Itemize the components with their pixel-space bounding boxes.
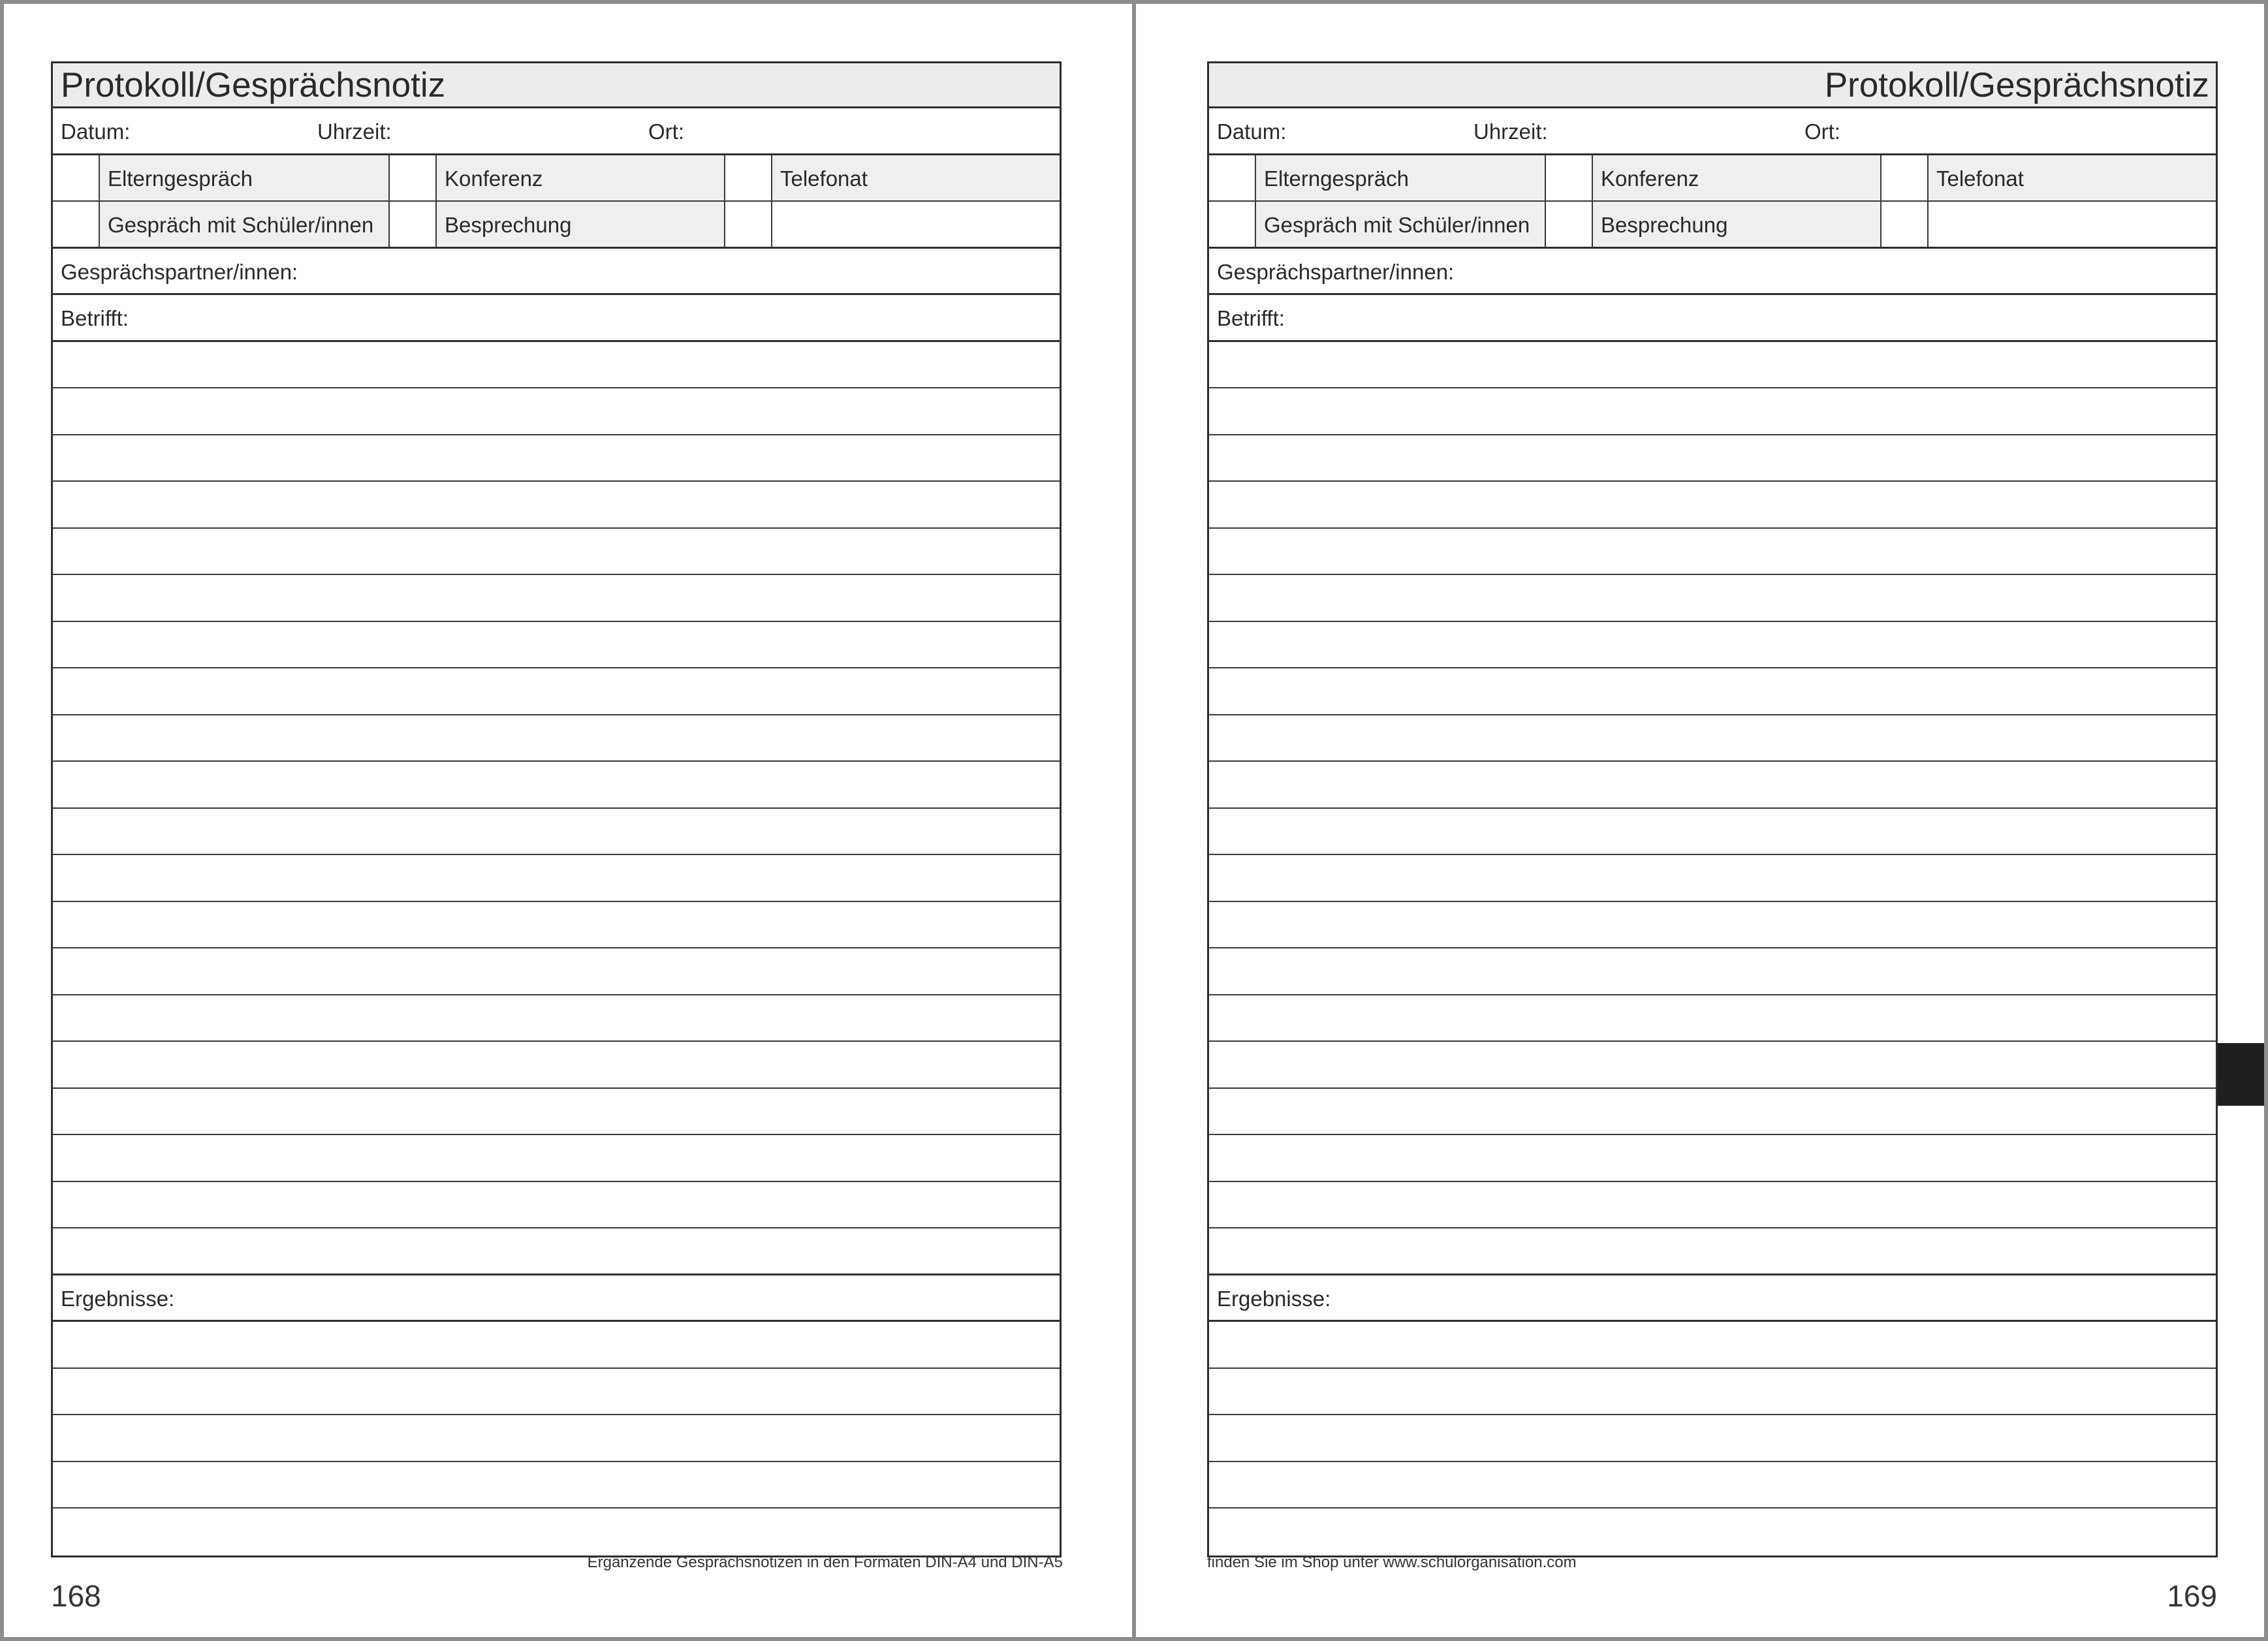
writing-line[interactable] (53, 1135, 1060, 1182)
writing-line[interactable] (1209, 435, 2216, 482)
checkbox-gespraech-schueler[interactable] (1209, 202, 1256, 247)
subject-row[interactable] (1209, 295, 2216, 342)
place-label: Ort: (1804, 119, 1840, 144)
options-row-2 (1209, 202, 2216, 249)
writing-line[interactable] (53, 435, 1060, 482)
meta-row (53, 108, 1060, 155)
writing-line[interactable] (53, 529, 1060, 576)
writing-line[interactable] (53, 1462, 1060, 1509)
subject-row[interactable] (53, 295, 1060, 342)
checkbox-blank[interactable] (1882, 202, 1929, 247)
protocol-form (51, 61, 1062, 1557)
writing-line[interactable] (53, 1042, 1060, 1089)
option-label: Elterngespräch (1256, 155, 1546, 201)
options-row-2 (53, 202, 1060, 249)
writing-line[interactable] (53, 1089, 1060, 1136)
options-row-1 (1209, 155, 2216, 202)
form-title-row (1209, 63, 2216, 108)
writing-line[interactable] (53, 1415, 1060, 1462)
option-label: Elterngespräch (100, 155, 390, 201)
writing-line[interactable] (1209, 575, 2216, 622)
results-area[interactable] (53, 1322, 1060, 1555)
results-area[interactable] (1209, 1322, 2216, 1555)
writing-line[interactable] (53, 388, 1060, 435)
writing-line[interactable] (1209, 995, 2216, 1042)
writing-line[interactable] (53, 622, 1060, 669)
checkbox-konferenz[interactable] (1546, 155, 1593, 201)
option-label: Telefonat (772, 155, 1060, 201)
writing-line[interactable] (1209, 855, 2216, 902)
partners-label: Gesprächspartner/innen: (61, 259, 298, 284)
writing-line[interactable] (1209, 1182, 2216, 1229)
writing-line[interactable] (1209, 388, 2216, 435)
writing-line[interactable] (53, 762, 1060, 809)
footnote: Ergänzende Gesprächsnotizen in den Formaten DIN-A4 und DIN-A5 (587, 1554, 1063, 1571)
checkbox-konferenz[interactable] (390, 155, 437, 201)
writing-line[interactable] (1209, 902, 2216, 949)
form-title: Protokoll/Gesprächsnotiz (61, 66, 446, 104)
writing-line[interactable] (53, 1182, 1060, 1229)
writing-line[interactable] (1209, 1415, 2216, 1462)
writing-line[interactable] (53, 1228, 1060, 1275)
writing-line[interactable] (1209, 948, 2216, 995)
writing-line[interactable] (53, 342, 1060, 389)
option-label: Konferenz (437, 155, 725, 201)
writing-line[interactable] (53, 809, 1060, 856)
date-label: Datum: (61, 119, 131, 144)
subject-label: Betrifft: (61, 306, 129, 330)
writing-line[interactable] (53, 855, 1060, 902)
checkbox-blank[interactable] (725, 202, 772, 247)
checkbox-besprechung[interactable] (390, 202, 437, 247)
writing-line[interactable] (1209, 1228, 2216, 1275)
option-label: Besprechung (437, 202, 725, 247)
writing-line[interactable] (1209, 715, 2216, 762)
options-row-1 (53, 155, 1060, 202)
notes-area[interactable] (1209, 342, 2216, 1275)
meta-row (1209, 108, 2216, 155)
checkbox-elterngespraech[interactable] (53, 155, 100, 201)
results-label: Ergebnisse: (61, 1286, 175, 1311)
writing-line[interactable] (1209, 809, 2216, 856)
writing-line[interactable] (53, 482, 1060, 529)
writing-line[interactable] (53, 1508, 1060, 1555)
writing-line[interactable] (1209, 762, 2216, 809)
option-label: Telefonat (1929, 155, 2216, 201)
form-title-row (53, 63, 1060, 108)
writing-line[interactable] (53, 995, 1060, 1042)
option-label: Besprechung (1593, 202, 1882, 247)
writing-line[interactable] (53, 668, 1060, 715)
notes-area[interactable] (53, 342, 1060, 1275)
writing-line[interactable] (1209, 1369, 2216, 1416)
writing-line[interactable] (53, 902, 1060, 949)
writing-line[interactable] (53, 1322, 1060, 1369)
writing-line[interactable] (1209, 1462, 2216, 1509)
partners-label: Gesprächspartner/innen: (1217, 259, 1455, 284)
checkbox-besprechung[interactable] (1546, 202, 1593, 247)
writing-line[interactable] (53, 948, 1060, 995)
option-label (1929, 202, 2216, 247)
writing-line[interactable] (1209, 1322, 2216, 1369)
writing-line[interactable] (1209, 342, 2216, 389)
writing-line[interactable] (1209, 622, 2216, 669)
writing-line[interactable] (1209, 668, 2216, 715)
option-label: Konferenz (1593, 155, 1882, 201)
writing-line[interactable] (1209, 1089, 2216, 1136)
results-row[interactable] (53, 1275, 1060, 1322)
page-right (1134, 0, 2268, 1641)
footnote: finden Sie im Shop unter www.schulorganisation.com (1207, 1554, 1577, 1571)
results-label: Ergebnisse: (1217, 1286, 1331, 1311)
time-label: Uhrzeit: (1473, 119, 1548, 144)
writing-line[interactable] (53, 1369, 1060, 1416)
partners-row[interactable] (1209, 249, 2216, 296)
results-row[interactable] (1209, 1275, 2216, 1322)
option-label: Gespräch mit Schüler/innen (1256, 202, 1546, 247)
checkbox-telefonat[interactable] (1882, 155, 1929, 201)
time-label: Uhrzeit: (317, 119, 392, 144)
page-number: 169 (2167, 1579, 2217, 1613)
protocol-form (1207, 61, 2218, 1557)
checkbox-telefonat[interactable] (725, 155, 772, 201)
register-tab-marker (2218, 1043, 2264, 1106)
checkbox-gespraech-schueler[interactable] (53, 202, 100, 247)
writing-line[interactable] (1209, 529, 2216, 576)
option-label (772, 202, 1060, 247)
form-title: Protokoll/Gesprächsnotiz (1824, 66, 2209, 104)
partners-row[interactable] (53, 249, 1060, 296)
page-number: 168 (51, 1579, 101, 1613)
place-label: Ort: (648, 119, 684, 144)
writing-line[interactable] (1209, 482, 2216, 529)
date-label: Datum: (1217, 119, 1287, 144)
option-label: Gespräch mit Schüler/innen (100, 202, 390, 247)
writing-line[interactable] (53, 575, 1060, 622)
subject-label: Betrifft: (1217, 306, 1285, 330)
checkbox-elterngespraech[interactable] (1209, 155, 1256, 201)
writing-line[interactable] (1209, 1135, 2216, 1182)
writing-line[interactable] (1209, 1508, 2216, 1555)
writing-line[interactable] (1209, 1042, 2216, 1089)
writing-line[interactable] (53, 715, 1060, 762)
